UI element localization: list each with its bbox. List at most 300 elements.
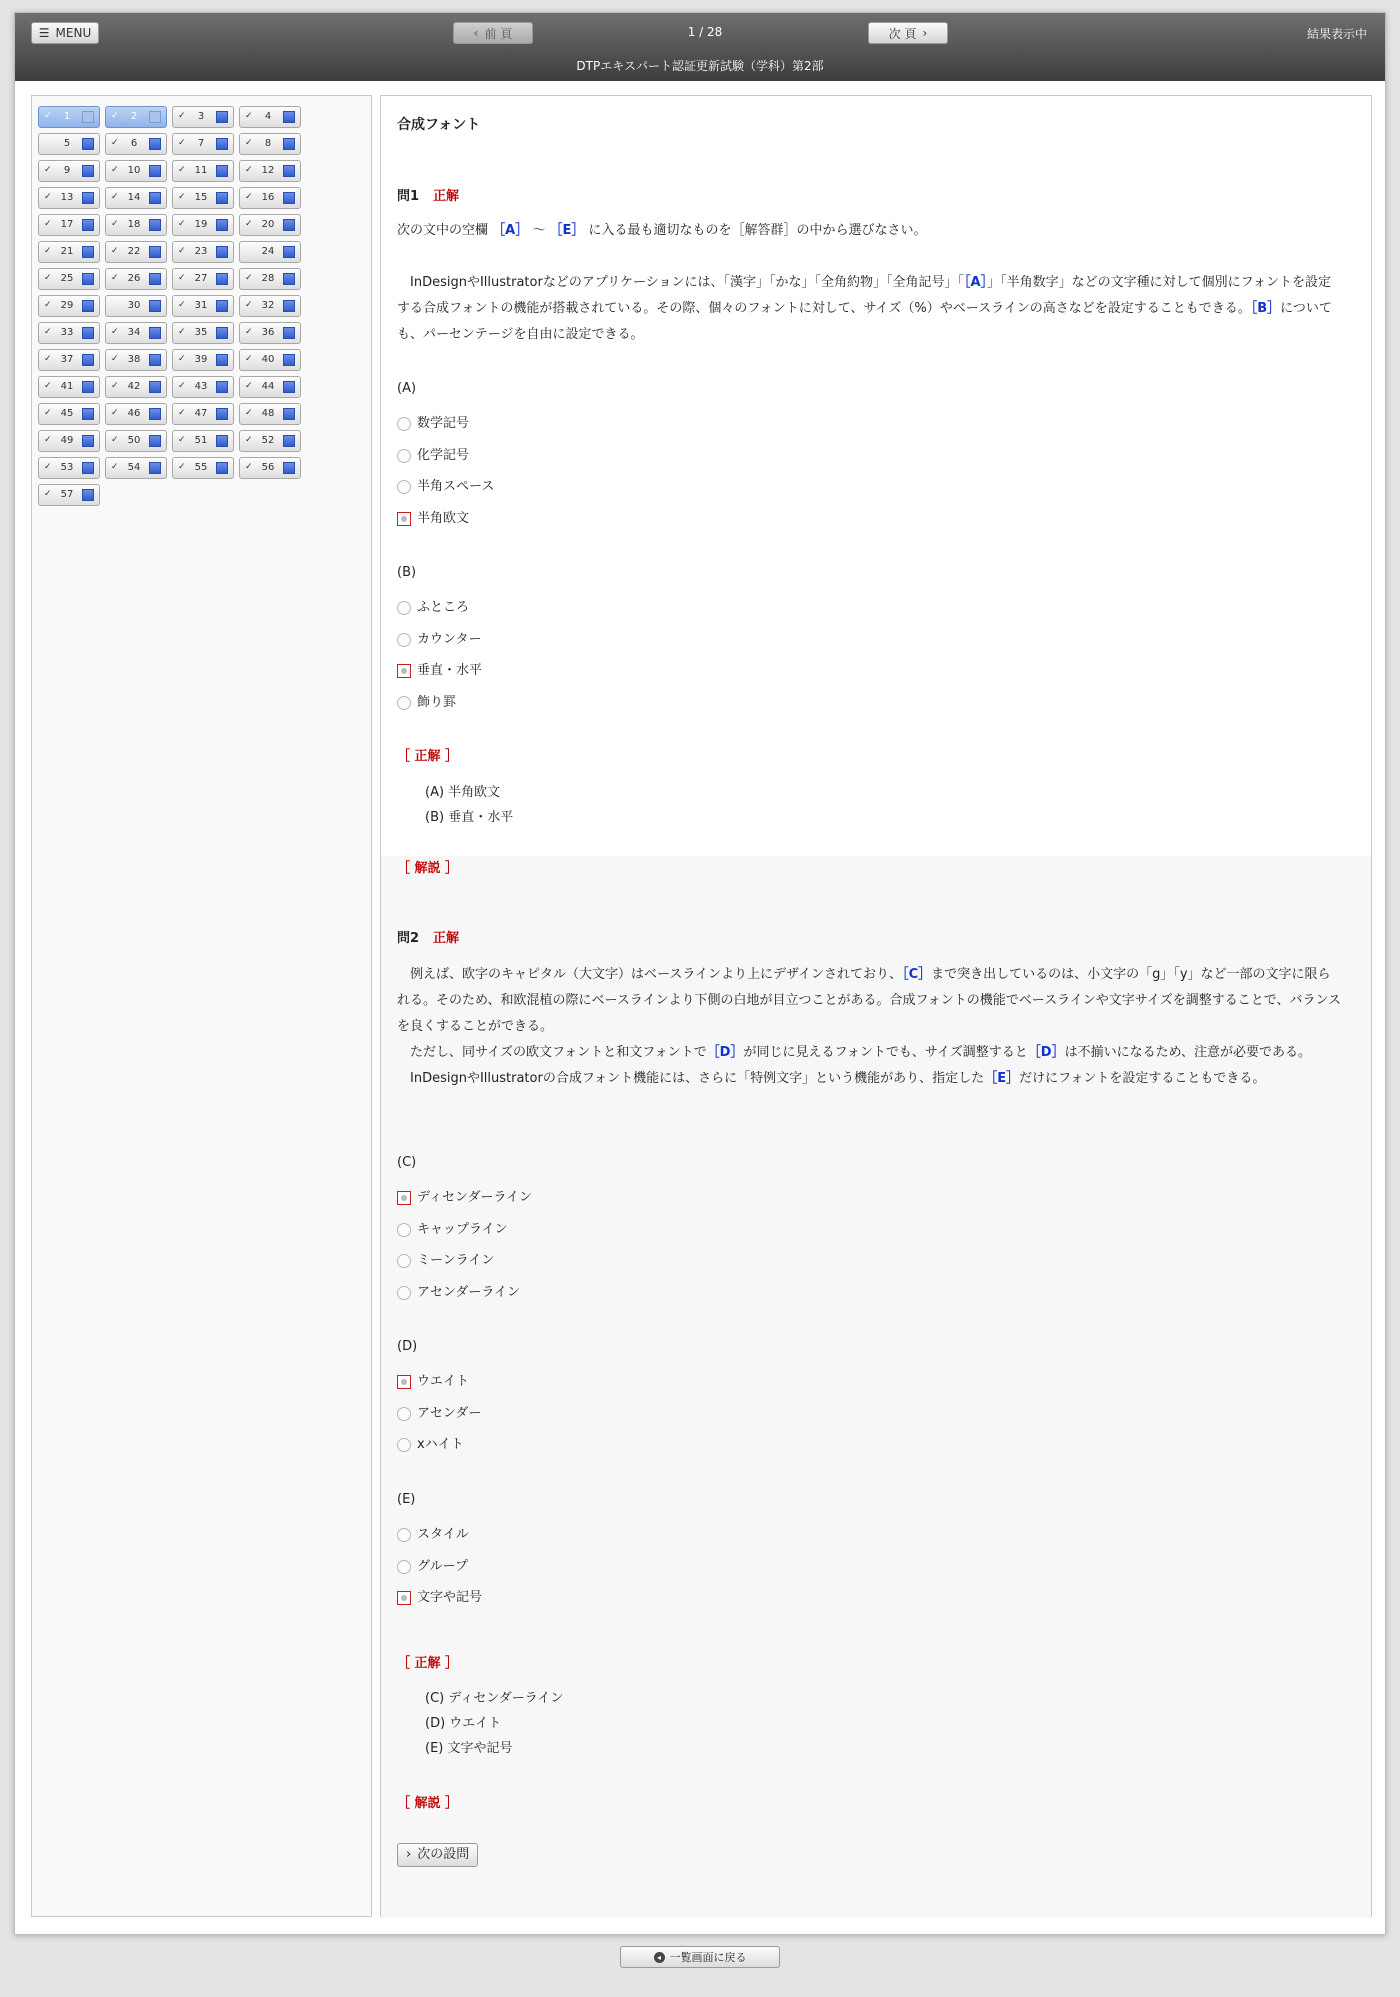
question-number: 54 xyxy=(127,462,141,473)
question-button[interactable] xyxy=(38,268,100,290)
check-icon: ✓ xyxy=(178,462,186,472)
question-number: 26 xyxy=(127,273,141,284)
check-icon: ✓ xyxy=(44,219,52,229)
flag-icon xyxy=(283,462,295,474)
question-number: 7 xyxy=(197,138,205,149)
option-text: 数学記号 xyxy=(417,416,470,431)
question-button[interactable] xyxy=(38,214,100,236)
check-icon: ✓ xyxy=(178,273,186,283)
flag-icon xyxy=(149,111,161,123)
q2-heading xyxy=(397,926,459,952)
option-text: 文字や記号 xyxy=(417,1590,483,1605)
question-number: 44 xyxy=(261,381,275,392)
flag-icon xyxy=(82,408,94,420)
flag-icon xyxy=(149,165,161,177)
flag-icon xyxy=(216,246,228,258)
question-button[interactable] xyxy=(105,457,167,479)
question-number: 40 xyxy=(261,354,275,365)
answer-option[interactable] xyxy=(397,1402,481,1426)
answer-option[interactable] xyxy=(397,1281,520,1305)
check-icon: ✓ xyxy=(111,138,119,148)
question-button[interactable] xyxy=(239,322,301,344)
check-icon: ✓ xyxy=(111,462,119,472)
question-button[interactable] xyxy=(172,295,234,317)
question-button[interactable] xyxy=(38,106,100,128)
question-number: 3 xyxy=(197,111,205,122)
radio-icon[interactable] xyxy=(397,1560,411,1574)
option-text: ミーンライン xyxy=(417,1253,495,1268)
question-number: 31 xyxy=(194,300,208,311)
flag-icon xyxy=(216,462,228,474)
answer-option[interactable] xyxy=(397,691,456,715)
question-number: 50 xyxy=(127,435,141,446)
flag-icon xyxy=(82,273,94,285)
question-number: 42 xyxy=(127,381,141,392)
radio-icon[interactable] xyxy=(397,1286,411,1300)
answer-option[interactable] xyxy=(397,444,469,468)
option-text: 垂直・水平 xyxy=(417,663,483,678)
flag-icon xyxy=(149,192,161,204)
question-number: 21 xyxy=(60,246,74,257)
menu-button[interactable] xyxy=(31,22,99,44)
check-icon: ✓ xyxy=(245,192,253,202)
answer-option[interactable] xyxy=(397,1186,532,1210)
check-icon: ✓ xyxy=(245,462,253,472)
option-text: 飾り罫 xyxy=(417,694,457,710)
flag-icon xyxy=(149,138,161,150)
question-number: 38 xyxy=(127,354,141,365)
question-button[interactable] xyxy=(38,376,100,398)
question-button[interactable] xyxy=(105,160,167,182)
question-number: 29 xyxy=(60,300,74,311)
q2-answer-e: (E) 文字や記号 xyxy=(425,1741,513,1756)
question-button[interactable] xyxy=(239,376,301,398)
option-text: カウンター xyxy=(417,631,482,647)
q1-answer-a: (A) 半角欧文 xyxy=(425,785,501,800)
next-page-button[interactable] xyxy=(868,22,948,44)
q1-passage: InDesignやIllustratorなどのアプリケーションには、「漢字」「かな」「全角約物」「全角記号」「［A］」「半角数字」などの文字種に対して個別にフォントを設定する合成フォントの機能が搭載されている。その際、個々のフォントに対して、サイズ（%）やベースラインの高さなどを設定することもできる。［B］についても、パーセンテージを自由に設定できる。 xyxy=(397,275,1332,342)
check-icon: ✓ xyxy=(245,219,253,229)
check-icon: ✓ xyxy=(111,273,119,283)
question-button[interactable] xyxy=(105,349,167,371)
question-button[interactable] xyxy=(239,268,301,290)
radio-icon[interactable] xyxy=(397,1223,411,1237)
question-number: 6 xyxy=(130,138,138,149)
radio-icon[interactable] xyxy=(397,1528,411,1542)
check-icon: ✓ xyxy=(111,381,119,391)
question-nav-panel xyxy=(31,95,372,1917)
question-number: 36 xyxy=(261,327,275,338)
q1-explanation-heading: ［ 解説 ］ xyxy=(397,861,459,876)
radio-icon[interactable] xyxy=(397,1438,411,1452)
question-button[interactable] xyxy=(105,187,167,209)
question-button[interactable] xyxy=(38,295,100,317)
question-number: 51 xyxy=(194,435,208,446)
check-icon: ✓ xyxy=(111,246,119,256)
question-number: 53 xyxy=(60,462,74,473)
question-number: 16 xyxy=(261,192,275,203)
option-text: ディセンダーライン xyxy=(417,1190,533,1205)
flag-icon xyxy=(149,462,161,474)
flag-icon xyxy=(149,354,161,366)
question-number: 35 xyxy=(194,327,208,338)
flag-icon xyxy=(149,408,161,420)
check-icon: ✓ xyxy=(44,381,52,391)
radio-icon[interactable] xyxy=(397,601,411,615)
radio-icon[interactable] xyxy=(397,633,411,647)
check-icon: ✓ xyxy=(245,273,253,283)
flag-icon xyxy=(283,219,295,231)
question-button[interactable] xyxy=(239,187,301,209)
flag-icon xyxy=(149,327,161,339)
option-text: グループ xyxy=(417,1558,468,1574)
question-button[interactable] xyxy=(172,268,234,290)
question-number: 13 xyxy=(60,192,74,203)
flag-icon xyxy=(283,111,295,123)
question-button[interactable] xyxy=(172,349,234,371)
answer-option[interactable] xyxy=(397,1555,468,1579)
q2-label: 問2 xyxy=(397,931,420,946)
check-icon: ✓ xyxy=(111,111,119,121)
check-icon: ✓ xyxy=(178,327,186,337)
flag-icon xyxy=(82,354,94,366)
question-button[interactable] xyxy=(239,160,301,182)
check-icon: ✓ xyxy=(178,408,186,418)
question-button[interactable] xyxy=(239,349,301,371)
question-number: 48 xyxy=(261,408,275,419)
question-button[interactable] xyxy=(239,241,301,263)
radio-icon[interactable] xyxy=(397,480,411,494)
answer-option[interactable] xyxy=(397,507,469,531)
flag-icon xyxy=(216,354,228,366)
flag-icon xyxy=(82,246,94,258)
answer-option[interactable] xyxy=(397,475,494,499)
q1-answer-heading: ［ 正解 ］ xyxy=(397,749,459,764)
question-number: 47 xyxy=(194,408,208,419)
flag-icon xyxy=(216,111,228,123)
check-icon: ✓ xyxy=(178,192,186,202)
question-button[interactable] xyxy=(38,133,100,155)
question-number: 37 xyxy=(60,354,74,365)
radio-icon[interactable] xyxy=(397,696,411,710)
flag-icon xyxy=(283,381,295,393)
question-content xyxy=(380,95,1372,1917)
check-icon: ✓ xyxy=(178,111,186,121)
check-icon: ✓ xyxy=(44,273,52,283)
next-question-label: 次の設問 xyxy=(417,1847,470,1862)
flag-icon xyxy=(149,246,161,258)
flag-icon xyxy=(82,327,94,339)
question-number: 10 xyxy=(127,165,141,176)
option-group-label: (E) xyxy=(397,1492,416,1507)
answer-option[interactable] xyxy=(397,1586,482,1610)
flag-icon xyxy=(216,327,228,339)
check-icon: ✓ xyxy=(111,327,119,337)
option-text: ふところ xyxy=(417,600,470,615)
flag-icon xyxy=(216,273,228,285)
question-number: 46 xyxy=(127,408,141,419)
check-icon: ✓ xyxy=(44,192,52,202)
selected-radio-icon[interactable] xyxy=(397,1191,411,1205)
question-number: 41 xyxy=(60,381,74,392)
question-number: 19 xyxy=(194,219,208,230)
flag-icon xyxy=(82,111,94,123)
question-number: 49 xyxy=(60,435,74,446)
flag-icon xyxy=(283,435,295,447)
check-icon: ✓ xyxy=(245,381,253,391)
flag-icon xyxy=(82,381,94,393)
question-number: 1 xyxy=(63,111,71,122)
section-title: 合成フォント xyxy=(397,117,481,133)
question-button[interactable] xyxy=(38,187,100,209)
flag-icon xyxy=(216,219,228,231)
question-number: 28 xyxy=(261,273,275,284)
question-number: 20 xyxy=(261,219,275,230)
check-icon: ✓ xyxy=(44,462,52,472)
flag-icon xyxy=(283,408,295,420)
question-number: 45 xyxy=(60,408,74,419)
flag-icon xyxy=(216,165,228,177)
question-number: 52 xyxy=(261,435,275,446)
question-button[interactable] xyxy=(172,241,234,263)
question-button[interactable] xyxy=(105,322,167,344)
check-icon: ✓ xyxy=(178,219,186,229)
next-question-button[interactable] xyxy=(397,1843,478,1867)
radio-icon[interactable] xyxy=(397,1407,411,1421)
question-number: 24 xyxy=(261,246,275,257)
check-icon: ✓ xyxy=(178,246,186,256)
chevron-right-icon: › xyxy=(406,1847,412,1862)
check-icon: ✓ xyxy=(178,435,186,445)
question-number: 43 xyxy=(194,381,208,392)
question-number: 5 xyxy=(63,138,71,149)
question-button[interactable] xyxy=(172,187,234,209)
radio-icon[interactable] xyxy=(397,1254,411,1268)
question-number: 34 xyxy=(127,327,141,338)
top-bar xyxy=(15,13,1385,81)
q1-label: 問1 xyxy=(397,189,420,204)
q1-instruction: 次の文中の空欄 ［A］ 〜 ［E］ に入る最も適切なものを［解答群］の中から選びなさい。 xyxy=(397,223,927,238)
flag-icon xyxy=(82,489,94,501)
check-icon: ✓ xyxy=(44,300,52,310)
selected-radio-icon[interactable] xyxy=(397,512,411,526)
check-icon: ✓ xyxy=(111,435,119,445)
flag-icon xyxy=(149,381,161,393)
check-icon: ✓ xyxy=(111,354,119,364)
question-button[interactable] xyxy=(38,457,100,479)
flag-icon xyxy=(216,435,228,447)
q2-answer-c: (C) ディセンダーライン xyxy=(425,1691,564,1706)
prev-label: 前 頁 xyxy=(484,26,513,41)
question-button[interactable] xyxy=(172,106,234,128)
flag-icon xyxy=(82,192,94,204)
question-number: 8 xyxy=(264,138,272,149)
answer-option[interactable] xyxy=(397,1523,469,1547)
check-icon: ✓ xyxy=(245,138,253,148)
check-icon: ✓ xyxy=(178,381,186,391)
question-number: 4 xyxy=(264,111,272,122)
question-button[interactable] xyxy=(172,160,234,182)
option-text: 化学記号 xyxy=(417,447,470,463)
answer-option[interactable] xyxy=(397,628,481,652)
back-label: 一覧画面に戻る xyxy=(669,1951,747,1964)
question-button[interactable] xyxy=(239,457,301,479)
flag-icon xyxy=(82,435,94,447)
back-to-list-button[interactable] xyxy=(620,1946,780,1968)
question-button[interactable] xyxy=(38,322,100,344)
check-icon: ✓ xyxy=(111,192,119,202)
check-icon: ✓ xyxy=(178,354,186,364)
question-button[interactable] xyxy=(172,133,234,155)
question-number: 15 xyxy=(194,192,208,203)
flag-icon xyxy=(216,138,228,150)
question-number: 33 xyxy=(60,327,74,338)
q2-result: 正解 xyxy=(433,931,460,946)
question-button[interactable] xyxy=(239,295,301,317)
q2-answer-heading: ［ 正解 ］ xyxy=(397,1656,459,1671)
exam-title: DTPエキスパート認証更新試験（学科）第2部 xyxy=(576,59,824,73)
back-circle-icon: ◂ xyxy=(654,1952,665,1963)
flag-icon xyxy=(283,354,295,366)
flag-icon xyxy=(216,192,228,204)
check-icon: ✓ xyxy=(44,327,52,337)
option-text: xハイト xyxy=(417,1437,464,1452)
answer-option[interactable] xyxy=(397,659,482,683)
question-number: 32 xyxy=(261,300,275,311)
radio-icon[interactable] xyxy=(397,449,411,463)
question-number: 27 xyxy=(194,273,208,284)
flag-icon xyxy=(283,327,295,339)
check-icon: ✓ xyxy=(245,435,253,445)
option-text: キャップライン xyxy=(417,1221,508,1237)
question-button[interactable] xyxy=(38,349,100,371)
flag-icon xyxy=(216,300,228,312)
question-button[interactable] xyxy=(38,160,100,182)
check-icon: ✓ xyxy=(111,219,119,229)
check-icon: ✓ xyxy=(178,138,186,148)
question-button[interactable] xyxy=(239,133,301,155)
app-frame xyxy=(14,12,1386,1935)
selected-radio-icon[interactable] xyxy=(397,664,411,678)
option-text: アセンダーライン xyxy=(417,1284,520,1300)
question-number: 14 xyxy=(127,192,141,203)
question-number: 2 xyxy=(130,111,138,122)
question-button[interactable] xyxy=(172,430,234,452)
question-button[interactable] xyxy=(38,241,100,263)
question-number: 12 xyxy=(261,165,275,176)
q2-answer-d: (D) ウエイト xyxy=(425,1716,502,1731)
q1-heading xyxy=(397,184,459,210)
question-button[interactable] xyxy=(105,403,167,425)
answer-option[interactable] xyxy=(397,596,469,620)
question-number: 39 xyxy=(194,354,208,365)
check-icon: ✓ xyxy=(245,165,253,175)
option-text: 半角スペース xyxy=(417,479,495,494)
next-label: 次 頁 xyxy=(888,26,917,41)
menu-label: MENU xyxy=(55,26,92,40)
question-button[interactable] xyxy=(105,241,167,263)
question-number: 25 xyxy=(60,273,74,284)
check-icon: ✓ xyxy=(44,111,52,121)
page-indicator: 1 / 28 xyxy=(687,25,723,39)
check-icon: ✓ xyxy=(245,300,253,310)
radio-icon[interactable] xyxy=(397,417,411,431)
answer-option[interactable] xyxy=(397,1218,508,1242)
flag-icon xyxy=(82,300,94,312)
question-button[interactable] xyxy=(38,430,100,452)
question-button[interactable] xyxy=(239,106,301,128)
question-button[interactable] xyxy=(105,295,167,317)
question-number: 23 xyxy=(194,246,208,257)
check-icon: ✓ xyxy=(111,408,119,418)
selected-radio-icon[interactable] xyxy=(397,1591,411,1605)
answer-option[interactable] xyxy=(397,1370,469,1394)
question-button[interactable] xyxy=(172,457,234,479)
option-group-label: (B) xyxy=(397,565,417,580)
q2-explanation-heading: ［ 解説 ］ xyxy=(397,1796,459,1811)
check-icon: ✓ xyxy=(44,435,52,445)
question-grid xyxy=(38,106,366,506)
question-number: 55 xyxy=(194,462,208,473)
question-button[interactable] xyxy=(105,430,167,452)
chevron-left-icon: ‹ xyxy=(473,26,479,40)
prev-page-button[interactable] xyxy=(453,22,533,44)
chevron-right-icon: › xyxy=(922,26,928,40)
question-number: 11 xyxy=(194,165,208,176)
question-button[interactable] xyxy=(105,268,167,290)
selected-radio-icon[interactable] xyxy=(397,1375,411,1389)
question-number: 17 xyxy=(60,219,74,230)
check-icon: ✓ xyxy=(44,354,52,364)
check-icon: ✓ xyxy=(44,408,52,418)
answer-option[interactable] xyxy=(397,412,469,436)
question-button[interactable] xyxy=(172,322,234,344)
question-button[interactable] xyxy=(239,430,301,452)
question-button[interactable] xyxy=(105,214,167,236)
flag-icon xyxy=(149,219,161,231)
check-icon: ✓ xyxy=(245,408,253,418)
flag-icon xyxy=(82,462,94,474)
question-button[interactable] xyxy=(105,376,167,398)
question-button[interactable] xyxy=(239,214,301,236)
flag-icon xyxy=(283,246,295,258)
check-icon: ✓ xyxy=(44,246,52,256)
question-number: 9 xyxy=(63,165,71,176)
answer-option[interactable] xyxy=(397,1249,494,1273)
question-button[interactable] xyxy=(38,403,100,425)
check-icon: ✓ xyxy=(245,327,253,337)
question-button[interactable] xyxy=(172,376,234,398)
option-text: ウエイト xyxy=(417,1374,470,1389)
flag-icon xyxy=(283,165,295,177)
flag-icon xyxy=(216,408,228,420)
question-button[interactable] xyxy=(172,214,234,236)
answer-option[interactable] xyxy=(397,1433,464,1457)
result-status: 結果表示中 xyxy=(1306,27,1367,41)
question-button[interactable] xyxy=(38,484,100,506)
flag-icon xyxy=(283,138,295,150)
question-number: 30 xyxy=(127,300,141,311)
question-number: 56 xyxy=(261,462,275,473)
check-icon: ✓ xyxy=(111,165,119,175)
question-button[interactable] xyxy=(239,403,301,425)
hamburger-icon: ☰ xyxy=(38,26,50,40)
question-button[interactable] xyxy=(105,133,167,155)
question-button[interactable] xyxy=(105,106,167,128)
question-button[interactable] xyxy=(172,403,234,425)
flag-icon xyxy=(216,381,228,393)
flag-icon xyxy=(283,300,295,312)
